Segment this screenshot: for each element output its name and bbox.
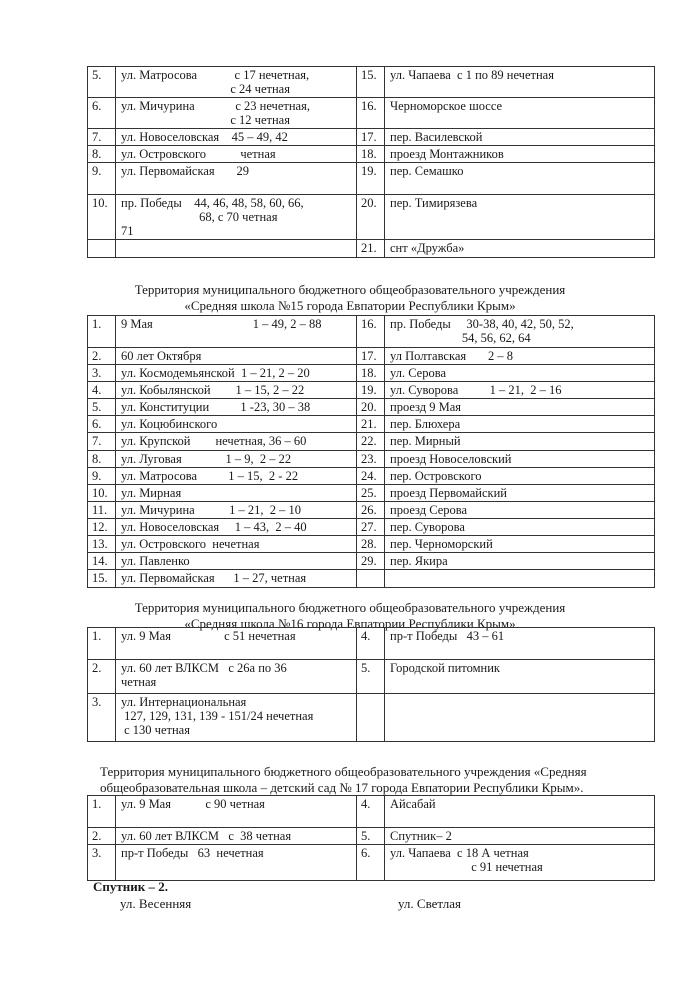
- row-number-left: [88, 694, 116, 742]
- street-entry-right: [385, 485, 655, 502]
- row-number-left-text: 2.: [92, 829, 102, 843]
- street-entry-right: [385, 348, 655, 365]
- table-2: [87, 315, 655, 588]
- row-number-left-text: 9.: [92, 469, 102, 483]
- row-number-left: [88, 365, 116, 382]
- row-number-right: [357, 570, 385, 588]
- table-3-body: [88, 628, 655, 742]
- street-entry-right-text: ул. Чапаева с 1 по 89 нечетная: [390, 68, 554, 82]
- table-4-body: [88, 796, 655, 881]
- row-number-right-text: 5.: [361, 661, 371, 675]
- street-entry-left: [116, 502, 357, 519]
- row-number-right: [357, 399, 385, 416]
- table-row: [88, 129, 655, 146]
- street-entry-right-text: снт «Дружба»: [390, 241, 465, 255]
- row-number-right: [357, 536, 385, 553]
- row-number-left-text: 1.: [92, 317, 102, 331]
- street-entry-left: [116, 240, 357, 258]
- street-entry-left-text: пр-т Победы 63 нечетная: [121, 846, 264, 860]
- row-number-right-text: 18.: [361, 366, 377, 380]
- row-number-right-text: 28.: [361, 537, 377, 551]
- row-number-left-text: 3.: [92, 846, 102, 860]
- street-entry-right: [385, 129, 655, 146]
- street-entry-left: [116, 67, 357, 98]
- row-number-left: [88, 468, 116, 485]
- table-row: [88, 433, 655, 451]
- section-heading-school-16: Территория муниципального бюджетного общеобразовательного учреждения «Средняя школа №16 города Евпатории Республики Крым»: [134, 600, 566, 631]
- row-number-right-text: 21.: [361, 417, 377, 431]
- row-number-left-text: 10.: [92, 196, 108, 210]
- sputnik-street-left: ул. Весенняя: [120, 896, 192, 911]
- street-entry-left: [116, 98, 357, 129]
- row-number-left-text: 9.: [92, 164, 102, 178]
- row-number-right: [357, 146, 385, 163]
- table-4: [87, 795, 655, 881]
- table-row: [88, 519, 655, 536]
- street-entry-right-text: пер. Островского: [390, 469, 482, 483]
- table-row: [88, 382, 655, 399]
- row-number-left: [88, 570, 116, 588]
- table-row: [88, 195, 655, 240]
- row-number-left: [88, 553, 116, 570]
- street-entry-right: [385, 146, 655, 163]
- row-number-left-text: 1.: [92, 797, 102, 811]
- row-number-right-text: 19.: [361, 383, 377, 397]
- table-row: [88, 570, 655, 588]
- street-entry-left-text: ул. Мичурина с 23 нечетная, с 12 четная: [121, 99, 310, 127]
- street-entry-right-text: проезд Монтажников: [390, 147, 504, 161]
- row-number-right: [357, 519, 385, 536]
- table-row: [88, 365, 655, 382]
- street-entry-left: [116, 365, 357, 382]
- row-number-right-text: 20.: [361, 196, 377, 210]
- street-entry-right-text: ул. Серова: [390, 366, 447, 380]
- street-entry-left: [116, 451, 357, 468]
- street-entry-right: [385, 468, 655, 485]
- row-number-right: [357, 845, 385, 881]
- street-entry-right: [385, 416, 655, 433]
- street-entry-left: [116, 129, 357, 146]
- row-number-left-text: 6.: [92, 99, 102, 113]
- street-entry-right: [385, 845, 655, 881]
- street-entry-right: [385, 399, 655, 416]
- street-entry-right: [385, 694, 655, 742]
- table-row: [88, 163, 655, 195]
- table-row: [88, 316, 655, 348]
- row-number-left-text: 2.: [92, 661, 102, 675]
- street-entry-right: [385, 553, 655, 570]
- street-entry-right: [385, 98, 655, 129]
- street-entry-left-text: ул. Мирная: [121, 486, 182, 500]
- street-entry-right: [385, 240, 655, 258]
- street-entry-right-text: Спутник– 2: [390, 829, 452, 843]
- row-number-right: [357, 348, 385, 365]
- street-entry-left-text: ул. Новоселовская 1 – 43, 2 – 40: [121, 520, 307, 534]
- row-number-right-text: 17.: [361, 349, 377, 363]
- street-entry-right: [385, 67, 655, 98]
- street-entry-left: [116, 316, 357, 348]
- table-row: [88, 628, 655, 660]
- street-entry-right-text: пер. Суворова: [390, 520, 465, 534]
- table-1-body: [88, 67, 655, 258]
- street-entry-left-text: ул. Конституции 1 -23, 30 – 38: [121, 400, 311, 414]
- section-heading-school-15: Территория муниципального бюджетного общеобразовательного учреждения «Средняя школа №15 города Евпатории Республики Крым»: [134, 282, 566, 313]
- street-entry-left: [116, 660, 357, 694]
- table-row: [88, 348, 655, 365]
- street-entry-left-text: пр. Победы 44, 46, 48, 58, 60, 66, 68, с 70 четная 71: [121, 196, 304, 238]
- street-entry-left-text: ул. 9 Мая с 90 четная: [121, 797, 265, 811]
- street-entry-right-text: ул. Суворова 1 – 21, 2 – 16: [390, 383, 562, 397]
- table-1: [87, 66, 655, 258]
- street-entry-right: [385, 828, 655, 845]
- table-row: [88, 660, 655, 694]
- row-number-right: [357, 129, 385, 146]
- street-entry-left-text: ул. Первомайская 29: [121, 164, 250, 178]
- row-number-right: [357, 433, 385, 451]
- row-number-right-text: 20.: [361, 400, 377, 414]
- table-row: [88, 845, 655, 881]
- street-entry-left: [116, 433, 357, 451]
- street-entry-right-text: проезд Серова: [390, 503, 468, 517]
- row-number-right-text: 29.: [361, 554, 377, 568]
- street-entry-left-text: 60 лет Октября: [121, 349, 202, 363]
- table-row: [88, 694, 655, 742]
- street-entry-right-text: пер. Черноморский: [390, 537, 493, 551]
- street-entry-left-text: ул. Островского нечетная: [121, 537, 260, 551]
- street-entry-right-text: пер. Тимирязева: [390, 196, 478, 210]
- street-entry-left-text: ул. Островского четная: [121, 147, 276, 161]
- table-row: [88, 502, 655, 519]
- row-number-left-text: 7.: [92, 130, 102, 144]
- table-row: [88, 796, 655, 828]
- street-entry-right: [385, 660, 655, 694]
- row-number-right: [357, 98, 385, 129]
- row-number-right-text: 16.: [361, 99, 377, 113]
- street-entry-left-text: ул. Матросова с 17 нечетная, с 24 четная: [121, 68, 310, 96]
- street-entry-left: [116, 536, 357, 553]
- street-entry-left-text: ул. Луговая 1 – 9, 2 – 22: [121, 452, 292, 466]
- table-row: [88, 240, 655, 258]
- table-row: [88, 536, 655, 553]
- street-entry-left-text: ул. Первомайская 1 – 27, четная: [121, 571, 307, 585]
- row-number-right-text: 21.: [361, 241, 377, 255]
- row-number-left-text: 8.: [92, 147, 102, 161]
- street-entry-left-text: ул. Кобылянской 1 – 15, 2 – 22: [121, 383, 305, 397]
- table-row: [88, 451, 655, 468]
- row-number-left: [88, 485, 116, 502]
- table-row: [88, 399, 655, 416]
- street-entry-left: [116, 553, 357, 570]
- row-number-left: [88, 316, 116, 348]
- row-number-left-text: 1.: [92, 629, 102, 643]
- row-number-right: [357, 365, 385, 382]
- row-number-left: [88, 502, 116, 519]
- table-row: [88, 485, 655, 502]
- row-number-right-text: 4.: [361, 629, 371, 643]
- street-entry-left-text: ул. 9 Мая с 51 нечетная: [121, 629, 296, 643]
- section-heading-school-17: Территория муниципального бюджетного общеобразовательного учреждения «Средняя общеобразовательная школа – детский сад № 17 города Евпатории Республики Крым».: [100, 764, 587, 795]
- street-entry-left-text: ул. Крупской нечетная, 36 – 60: [121, 434, 307, 448]
- row-number-right: [357, 316, 385, 348]
- table-row: [88, 146, 655, 163]
- row-number-right: [357, 67, 385, 98]
- row-number-left-text: 3.: [92, 366, 102, 380]
- row-number-right: [357, 828, 385, 845]
- row-number-right-text: 19.: [361, 164, 377, 178]
- street-entry-right: [385, 433, 655, 451]
- street-entry-left-text: ул. Матросова 1 – 15, 2 - 22: [121, 469, 299, 483]
- row-number-right-text: 23.: [361, 452, 377, 466]
- row-number-right: [357, 163, 385, 195]
- row-number-left-text: 5.: [92, 400, 102, 414]
- street-entry-right: [385, 195, 655, 240]
- row-number-left-text: 12.: [92, 520, 108, 534]
- row-number-left: [88, 845, 116, 881]
- street-entry-right-text: пер. Блюхера: [390, 417, 461, 431]
- street-entry-right: [385, 163, 655, 195]
- street-entry-left-text: 9 Мая 1 – 49, 2 – 88: [121, 317, 322, 331]
- street-entry-right-text: Айсабай: [390, 797, 436, 811]
- street-entry-right-text: пр-т Победы 43 – 61: [390, 629, 505, 643]
- row-number-left: [88, 519, 116, 536]
- table-2-body: [88, 316, 655, 588]
- street-entry-right-text: Черноморское шоссе: [390, 99, 503, 113]
- row-number-right-text: 26.: [361, 503, 377, 517]
- street-entry-left-text: ул. 60 лет ВЛКСМ с 26а по 36 четная: [121, 661, 287, 689]
- row-number-right-text: 5.: [361, 829, 371, 843]
- row-number-right: [357, 628, 385, 660]
- sputnik-street-right: ул. Светлая: [398, 896, 462, 911]
- street-entry-right-text: пер. Якира: [390, 554, 448, 568]
- row-number-right: [357, 553, 385, 570]
- street-entry-right-text: пер. Семашко: [390, 164, 464, 178]
- street-entry-left: [116, 468, 357, 485]
- street-entry-left: [116, 485, 357, 502]
- street-entry-right-text: пер. Мирный: [390, 434, 461, 448]
- table-row: [88, 468, 655, 485]
- street-entry-right-text: ул Полтавская 2 – 8: [390, 349, 514, 363]
- street-entry-right-text: пер. Василевской: [390, 130, 483, 144]
- row-number-left: [88, 348, 116, 365]
- row-number-right: [357, 660, 385, 694]
- street-entry-right-text: проезд Новоселовский: [390, 452, 512, 466]
- row-number-right-text: 24.: [361, 469, 377, 483]
- street-entry-left: [116, 694, 357, 742]
- row-number-left: [88, 163, 116, 195]
- row-number-right: [357, 195, 385, 240]
- row-number-left: [88, 416, 116, 433]
- row-number-right: [357, 416, 385, 433]
- table-row: [88, 67, 655, 98]
- row-number-left: [88, 433, 116, 451]
- street-entry-left: [116, 399, 357, 416]
- street-entry-left: [116, 845, 357, 881]
- row-number-left-text: 10.: [92, 486, 108, 500]
- row-number-right-text: 18.: [361, 147, 377, 161]
- row-number-left-text: 8.: [92, 452, 102, 466]
- street-entry-left: [116, 628, 357, 660]
- table-row: [88, 416, 655, 433]
- row-number-left: [88, 146, 116, 163]
- row-number-left-text: 4.: [92, 383, 102, 397]
- row-number-right: [357, 485, 385, 502]
- row-number-left-text: 5.: [92, 68, 102, 82]
- table-row: [88, 98, 655, 129]
- street-entry-left: [116, 348, 357, 365]
- row-number-left-text: 6.: [92, 417, 102, 431]
- row-number-left-text: 11.: [92, 503, 108, 517]
- street-entry-right: [385, 628, 655, 660]
- street-entry-right-text: Городской питомник: [390, 661, 500, 675]
- row-number-left: [88, 660, 116, 694]
- row-number-left: [88, 98, 116, 129]
- row-number-right-text: 25.: [361, 486, 377, 500]
- street-entry-right: [385, 519, 655, 536]
- row-number-right-text: 6.: [361, 846, 371, 860]
- row-number-left: [88, 382, 116, 399]
- table-row: [88, 828, 655, 845]
- street-entry-right-text: пр. Победы 30-38, 40, 42, 50, 52, 54, 56, 62, 64: [390, 317, 574, 345]
- row-number-right: [357, 694, 385, 742]
- row-number-right-text: 17.: [361, 130, 377, 144]
- street-entry-left: [116, 828, 357, 845]
- street-entry-left: [116, 570, 357, 588]
- street-entry-right-text: проезд 9 Мая: [390, 400, 462, 414]
- row-number-right-text: 16.: [361, 317, 377, 331]
- row-number-left-text: 3.: [92, 695, 102, 709]
- street-entry-left: [116, 195, 357, 240]
- street-entry-left-text: ул. Новоселовская 45 – 49, 42: [121, 130, 288, 144]
- row-number-left: [88, 399, 116, 416]
- row-number-left: [88, 828, 116, 845]
- row-number-right: [357, 451, 385, 468]
- table-row: [88, 553, 655, 570]
- row-number-right: [357, 240, 385, 258]
- street-entry-right: [385, 502, 655, 519]
- row-number-right-text: 15.: [361, 68, 377, 82]
- row-number-left-text: 14.: [92, 554, 108, 568]
- street-entry-left: [116, 416, 357, 433]
- row-number-left-text: 7.: [92, 434, 102, 448]
- row-number-left-text: 15.: [92, 571, 108, 585]
- street-entry-left: [116, 519, 357, 536]
- row-number-left: [88, 628, 116, 660]
- street-entry-left: [116, 146, 357, 163]
- street-entry-right: [385, 451, 655, 468]
- street-entry-left: [116, 796, 357, 828]
- street-entry-left-text: ул. 60 лет ВЛКСМ с 38 четная: [121, 829, 292, 843]
- row-number-left: [88, 796, 116, 828]
- table-3: [87, 627, 655, 742]
- row-number-left: [88, 67, 116, 98]
- row-number-left-text: 13.: [92, 537, 108, 551]
- street-entry-left-text: ул. Мичурина 1 – 21, 2 – 10: [121, 503, 301, 517]
- street-entry-right: [385, 316, 655, 348]
- row-number-left: [88, 451, 116, 468]
- row-number-right-text: 22.: [361, 434, 377, 448]
- street-entry-right: [385, 570, 655, 588]
- row-number-left: [88, 129, 116, 146]
- street-entry-left-text: ул. Космодемьянской 1 – 21, 2 – 20: [121, 366, 310, 380]
- row-number-left-text: 2.: [92, 349, 102, 363]
- row-number-left: [88, 536, 116, 553]
- row-number-left: [88, 195, 116, 240]
- street-entry-right: [385, 796, 655, 828]
- row-number-right-text: 4.: [361, 797, 371, 811]
- street-entry-right-text: ул. Чапаева с 18 А четная с 91 нечетная: [390, 846, 543, 874]
- street-entry-right-text: проезд Первомайский: [390, 486, 507, 500]
- row-number-right: [357, 502, 385, 519]
- sputnik-title: Спутник – 2.: [93, 879, 168, 894]
- row-number-right: [357, 468, 385, 485]
- row-number-right: [357, 796, 385, 828]
- street-entry-left-text: ул. Интернациональная 127, 129, 131, 139 - 151/24 нечетная с 130 четная: [121, 695, 314, 737]
- street-entry-left: [116, 382, 357, 399]
- row-number-right-text: 27.: [361, 520, 377, 534]
- street-entry-right: [385, 382, 655, 399]
- street-entry-left-text: ул. Коцюбинского: [121, 417, 218, 431]
- row-number-right: [357, 382, 385, 399]
- street-entry-right: [385, 536, 655, 553]
- row-number-left: [88, 240, 116, 258]
- street-entry-left-text: ул. Павленко: [121, 554, 190, 568]
- street-entry-right: [385, 365, 655, 382]
- street-entry-left: [116, 163, 357, 195]
